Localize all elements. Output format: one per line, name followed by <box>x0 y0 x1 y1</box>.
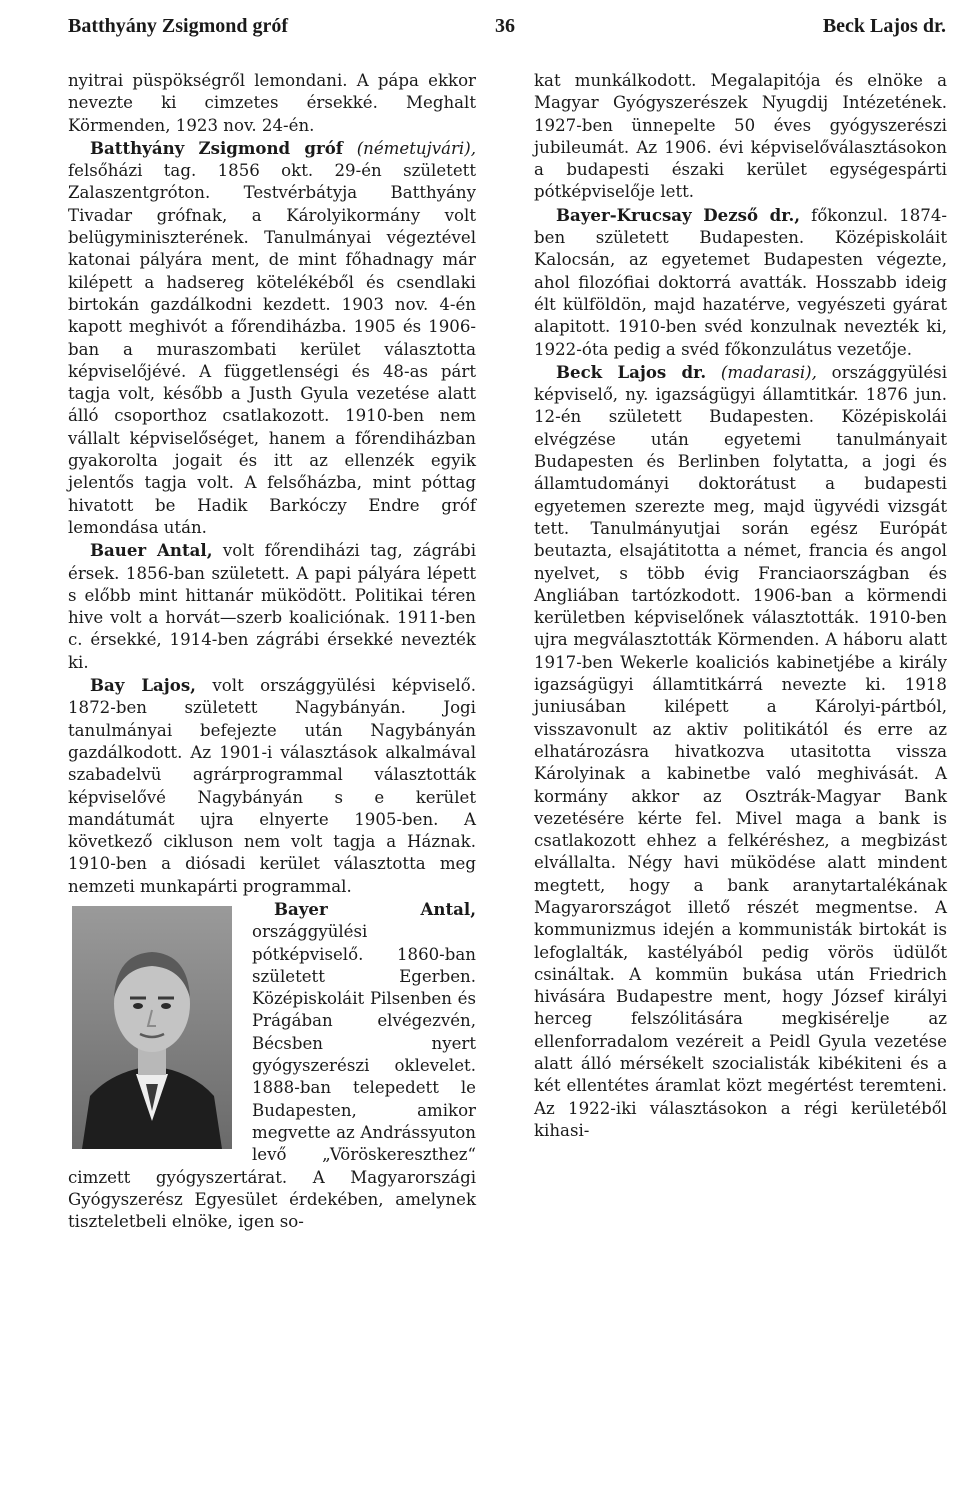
page-number: 36 <box>495 15 515 37</box>
entry-name: Bauer Antal, <box>90 540 213 561</box>
entry-text: országgyülési pótképviselő. 1860-ban született Egerben. Középiskoláit Pilsenben és Prágában elvégezvén, Bécsben nyert gyógyszerészi oklevelet. 1888-ban telepedett le Budapesten, amikor megvette az Andrássyuton levő „Vöröskereszthez“ cimzett gyógyszertárat. A Magyarországi Gyógyszerész Egyesület érdekében, amelynek tiszteletbeli elnöke, igen so- <box>68 922 476 1232</box>
entry-text: felsőházi tag. 1856 okt. 29-én született Zalaszentgróton. Testvérbátyja Batthyány Tivadar grófnak, a Károlyikormány volt belügyminiszterének. Tanulmányai végeztével katonai pályára ment, de mint főhadnagy már kilépett a hadsereg kötelékéből és csendlaki birtokán gazdálkodni kezdett. 1903 nov. 4-én kapott meghivót a főrendiházba. 1905 és 1906-ban a muraszombati kerület választotta képviselőjévé. A függetlenségi és 48-as párt tagja volt, később a Justh Gyula vezetése alatt álló csoporthoz csatlakozott. 1910-ben nem vállalt képviselőséget, hanem a főrendiházban gyakorolta jogait és itt az ellenzék egyik jelentős tagja volt. A felsőházba, mint póttag hivatott be Hadik Barkóczy Endre gróf lemondása után. <box>68 161 476 537</box>
entry-text: volt országgyülési képviselő. 1872-ben született Nagybányán. Jogi tanulmányai befejezte után Nagybányán gazdálkodott. Az 1901-i választások alkalmával szabadelvü agrárprogrammal választották képviselővé Nagybányán s e kerület mandátumát ujra elnyerte 1905-ben. A következő cikluson nem volt tagja a Háznak. 1910-ben a diósadi kerület választotta meg nemzeti munkapárti programmal. <box>68 676 476 896</box>
entry-name: Batthyány Zsigmond gróf <box>90 137 343 158</box>
entry-bay-lajos <box>68 674 476 898</box>
running-header-left: Batthyány Zsigmond gróf <box>68 15 289 37</box>
entry-bayer-krucsay <box>534 204 947 361</box>
paragraph-continuation: kat munkálkodott. Megalapitója és elnöke a Magyar Gyógyszerészek Nyugdij Intézetének. 1927-ben ünnepelte 50 éves gyógyszerészi jubileumát. Az 1906. évi képviselőválasztásokon a budapesti északi kerület egységespárti pótképviselője lett. <box>534 71 947 202</box>
entry-name: Bayer Antal, <box>274 898 476 919</box>
entry-batthyany-zsigmond <box>68 137 476 539</box>
entry-bauer-antal <box>68 539 476 674</box>
right-column <box>534 70 947 1142</box>
entry-name: Bay Lajos, <box>90 675 196 696</box>
entry-bayer-antal <box>68 898 476 1233</box>
entry-name: Bayer-Krucsay Dezső dr., <box>556 204 801 225</box>
entry-beck-lajos <box>534 361 947 1142</box>
entry-name-suffix: (németujvári), <box>356 138 476 158</box>
entry-name: Beck Lajos dr. <box>556 361 707 382</box>
entry-name-suffix: (madarasi), <box>720 362 817 382</box>
paragraph-continuation: nyitrai püspökségről lemondani. A pápa ekkor nevezte ki cimzetes érsekké. Meghalt Körmenden, 1923 nov. 24-én. <box>68 71 476 135</box>
entry-text: országgyülési képviselő, ny. igazságügyi államtitkár. 1876 jun. 12-én született Budapesten. Középiskolái elvégzése után egyetemi tanulmányait Budapesten és Berlinben folytatta, a jogi és államtudományi doktorátust a budapesti egyetemen szerezte meg, majd ügyvédi vizsgát tett. Tanulmányutjai során egész Európát beutazta, elsajátitotta a német, francia és angol nyelvet, s több évig Franciaországban és Angliában tartózkodott. 1906-ban a körmendi kerületben képviselőnek választották. 1910-ben ujra megválasztották Körmenden. A háboru alatt 1917-ben Wekerle koaliciós kabinetjébe a király igazságügyi államtitkárrá nevezte ki. 1918 juniusában kilépett a Károlyi-pártból, visszavonult az aktiv politikától és erre az elhatározásra hivatkozva utasitotta vissza Károlyinak a kabinetbe való meghivását. A kormány akkor az Osztrák-Magyar Bank vezetésére kérte fel. Mivel maga a bank is csatlakozott ehhez a felkéréshez, a megbizást elvállalta. Négy havi müködése alatt mindent megtett, hogy a bank aranytartalékának Magyarországot illető részét megmentse. A kommunizmus idején a kommunisták birtokát is lefoglalták, kastélyából pedig vörös üdülőt csináltak. A kommün bukása után Friedrich hivására Budapestre ment, hogy József királyi herceg felszólitására megkisérelje az ellenforradalom vezéreit a Peidl Gyula vezetése alatt álló mérsékelt szocialisták kibékiteni és a két ellentétes áramlat közt megértést teremteni. Az 1922-iki választásokon a régi kerületéből kihasi- <box>534 362 948 1140</box>
left-column <box>68 70 476 1233</box>
entry-text: volt főrendiházi tag, zágrábi érsek. 1856-ban született. A papi pályára lépett s előbb mint hittanár müködött. Politikai téren hive volt a horvát—szerb koaliciónak. 1911-ben c. érsekké, 1914-ben zágrábi érsekké nevezték ki. <box>68 541 476 672</box>
running-header-right: Beck Lajos dr. <box>822 15 946 37</box>
portrait-photo <box>72 906 232 1149</box>
entry-text: főkonzul. 1874-ben született Budapesten. Középiskoláit Kalocsán, az egyetemet Budapesten végezte, ahol filozófiai doktorrá avatták. Hosszabb ideig élt külföldön, majd hazatérve, vegyészeti gyárat alapitott. 1910-ben svéd konzulnak nevezték ki, 1922-óta pedig a svéd főkonzulátus vezetője. <box>534 205 947 359</box>
